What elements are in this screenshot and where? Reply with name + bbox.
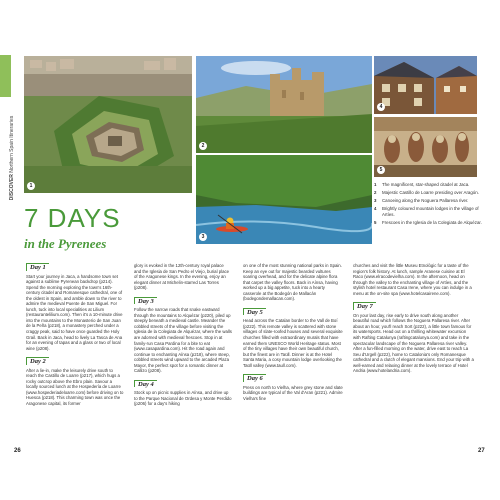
day-text-continued: churches and visit the little Museu Etnològic for a taste of the region's folk history. At lunch, sample Aranese cuisine at El Raco (www.elracodevielha.com). In the afternoon, head on through the valley to the enchanting village of Artíes, and the stylish hotel restaurant Casa Irene, where you can indulge in a menu at the on-site spa (www.hotelcasairene.com). <box>353 263 472 296</box>
text-column-1 <box>26 263 124 441</box>
day-text: Press on north to Vielha, where grey stone and slate buildings are typical of the Val d'Aran (p221). Admire Vielha's fine <box>243 384 343 401</box>
photo-frescoes-alquezar <box>374 117 477 177</box>
photo-citadel-jaca <box>24 56 192 193</box>
day-heading: Day 2 <box>26 357 49 365</box>
day-text-continued: on one of the most stunning national parks in Spain. Keep an eye out for majestic bearded vultures soaring overhead, and for the delicate alpine flora that carpet the valley floors. Back in Aínsa, having worked up a big appetite, tuck into a hearty casserole at the Bodegón de Mallacán (bodegondemallacan.com). <box>243 263 342 302</box>
photo-number: 4 <box>377 103 385 111</box>
day-heading: Day 1 <box>26 263 49 271</box>
day-text: Head across the Catalan border to the Vall de Boí (p222). This remote valley is scattered with stone villages of slate-roofed houses and several exquisite churches filled with extraordinary murals that have earned them UNESCO World Heritage status. Most of the tiny villages have their own beautiful church, but the finest are in Taüll. Dinner is at the Hotel Santa Maria, a cosy mountain lodge overlooking the Taüll valley (www.taull.com). <box>243 318 343 368</box>
text-column-2 <box>134 263 232 441</box>
page-subtitle: in the Pyrenees <box>24 236 107 251</box>
page-title: 7 DAYS <box>24 203 121 233</box>
page-number-left: 26 <box>14 448 21 454</box>
day-heading: Day 3 <box>134 297 157 305</box>
text-column-4 <box>353 263 475 441</box>
photo-artiés-lodges <box>374 56 477 114</box>
section-tab <box>0 55 11 97</box>
photo-canoeing-river <box>196 155 372 244</box>
day-text: After a lie-in, make the leisurely drive south to reach the Castillo de Loarre (p217), which hugs a rocky outcrop above the Ebro plain. Savour a locally sourced lunch at the Hospedería de Loarre (www.hospederiadeloarre.com) before driving on to Huesca (p218). This charming town was once the Aragonese capital, its former <box>26 367 124 407</box>
caption-item: 3 Canoeing along the Noguera Pallaresa river. <box>374 198 469 204</box>
day-heading: Day 7 <box>353 302 376 310</box>
day-heading: Day 5 <box>243 308 266 316</box>
section-label <box>1 105 15 215</box>
day-heading: Day 4 <box>134 380 157 388</box>
photo-number: 5 <box>377 166 385 174</box>
day-text-continued: glory is evoked in the 12th-century royal palace and the Iglesia de San Pedro el Viejo, burial place of the Aragonese kings. In the evening, enjoy an elegant dinner at Michelin-starred Las Torres (p208). <box>134 263 229 291</box>
photo-captions <box>374 182 484 228</box>
text-column-3 <box>243 263 343 441</box>
caption-item: 2 Majestic Castillo de Loarre presiding over Aragón. <box>374 190 479 196</box>
day-text: On your last day, rise early to drive south along another beautiful road which follows the Noguera Pallaresa river. After about an hour, you'll reach Sort (p222), a little town famous for its watersports. Head out on a thrilling whitewater excursion with Rafting Catalunya (raftingcatalunya.com) and take in the spectacular landscape of the Noguera Pallaresa river valley. After a fun-filled morning on the water, drive east to reach La Seu d'Urgell (p222), home to Catalonia's only Romanesque cathedral and a clutch of elegant mansions. End your trip with a well-earned and relaxing dinner at the lovely terrace of Hotel Andria (www.hotelandria.com). <box>353 312 474 374</box>
photo-number: 1 <box>27 182 35 190</box>
section-label-text: Northern Spain Itineraries <box>9 115 15 173</box>
photo-castillo-loarre <box>196 56 372 153</box>
day-text: Follow the narrow roads that snake eastward through the mountains to Alquézar (p220), piled up steeply beneath a medieval castle. Meander the cobbled streets of the village before visiting the Iglesia de la Colegiata de Alquézar, where the walls are adorned with medieval frescoes. Stop in at family-run Casa Pardina for a bite to eat (www.casapardina.com). Hit the road again and continue to enchanting Aínsa (p218), where steep, cobbled streets wind upward to the arcaded Plaza Mayor, the perfect spot for a romantic dinner at Callizo (p208). <box>134 307 232 374</box>
photo-number: 2 <box>199 142 207 150</box>
day-heading: Day 6 <box>243 374 266 382</box>
day-text: Stock up on picnic supplies in Aínsa, and drive up to the Parque Nacional de Ordesa y Monte Perdido (p206) for a day's hiking <box>134 390 232 407</box>
caption-item: 5 Frescoes in the Iglesia de la Colegiata de Alquézar. <box>374 219 482 225</box>
day-text: Start your journey in Jaca, a handsome town set against a sublime Pyrenean backdrop (p214). Spend the morning exploring the town's 16th-century citadel and Romanesque cathedral, one of the oldest in Spain, and amble down to the river to admire the medieval Puente de San Miguel. For lunch, tuck into local specialities at Lilium (restaurantelilium.com). Then it's a 10-minute drive into the mountains to the Monasterio de San Juan de la Peña (p218), a monastery perched under a craggy peak, said to have once guarded the Holy Grail. Back in Jaca, head to lively La Tasca de Ana for an evening of tapas and a glass or two of local wine (p208). <box>26 273 123 351</box>
page-number-right: 27 <box>478 448 485 454</box>
photo-number: 3 <box>199 233 207 241</box>
section-label-prefix: DISCOVER <box>9 174 15 201</box>
caption-item: 1 The magnificent, star-shaped citadel at Jaca. <box>374 182 470 187</box>
caption-item: 4 Brightly coloured mountain lodges in the village of Artíes. <box>374 206 479 217</box>
